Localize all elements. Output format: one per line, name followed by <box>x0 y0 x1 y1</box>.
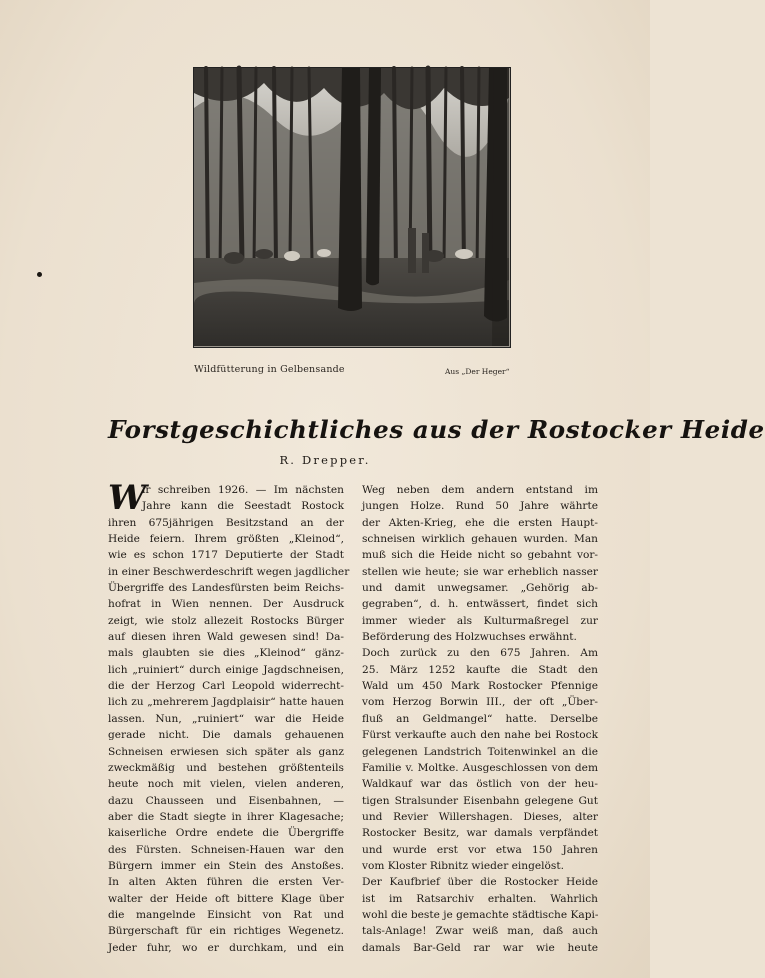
text-line: des Fürsten. Schneisen-Hauen war den <box>108 843 344 856</box>
text-line: gegraben“, d. h. entwässert, findet sich <box>362 598 598 611</box>
article-author: R. Drepper. <box>279 453 371 467</box>
text-line: zeigt, wie stolz allezeit Rostocks Bürger <box>108 614 344 627</box>
text-line: lich zu „mehrerem Jagdplaisir“ hatte hauen <box>108 696 344 709</box>
text-line: Doch zurück zu den 675 Jahren. Am <box>362 647 598 660</box>
text-line: Der Kaufbrief über die Rostocker Heide <box>362 876 598 889</box>
text-line: wie es schon 1717 Deputierte der Stadt <box>108 549 344 562</box>
text-line: Jeder fuhr, wo er durchkam, und ein <box>108 941 344 954</box>
photo-credit: Aus „Der Heger“ <box>445 367 510 376</box>
text-line: Jahre kann die Seestadt Rostock <box>142 500 344 513</box>
text-line: muß sich die Heide nicht so gebahnt vor- <box>362 549 598 562</box>
text-line: und wurde erst vor etwa 150 Jahren <box>362 843 598 856</box>
text-line: gelegenen Landstrich Toitenwinkel an die <box>362 745 598 758</box>
text-line: Bürgerschaft für ein richtiges Wegenetz. <box>108 925 344 938</box>
text-line: jungen Holze. Rund 50 Jahre währte <box>362 500 598 513</box>
text-line: auf diesen ihren Wald gewesen sind! Da- <box>108 631 344 644</box>
text-line: tigen Stralsunder Eisenbahn gelegene Gut <box>362 794 598 807</box>
text-line: dazu Chausseen und Eisenbahnen, — <box>108 794 344 807</box>
text-line: und damit unwegsamer. „Gehörig ab- <box>362 582 598 595</box>
text-line: hofrat in Wien nennen. Der Ausdruck <box>108 598 344 611</box>
text-line: fluß an Geldmangel“ hatte. Derselbe <box>362 712 598 725</box>
text-line: die mangelnde Einsicht von Rat und <box>108 908 344 921</box>
text-line: Wald um 450 Mark Rostocker Pfennige <box>362 680 598 693</box>
text-line: die der Herzog Carl Leopold widerrecht- <box>108 680 344 693</box>
text-column-right <box>362 482 598 956</box>
text-line: Bürgern immer ein Stein des Anstoßes. <box>108 859 344 872</box>
text-line: schneisen wirklich gehauen wurden. Man <box>362 533 598 546</box>
text-line: Familie v. Moltke. Ausgeschlossen von dem <box>362 761 598 774</box>
text-line: stellen wie heute; sie war erheblich nasser <box>362 565 598 578</box>
text-line: ihren 675jährigen Besitzstand an der <box>108 516 344 529</box>
text-line: Übergriffe des Landesfürsten beim Reichs- <box>108 582 344 595</box>
text-line: tals-Anlage! Zwar weiß man, daß auch <box>362 925 598 938</box>
text-line: heute noch mit vielen, vielen anderen, <box>108 778 344 791</box>
text-line: lassen. Nun, „ruiniert“ war die Heide <box>108 712 344 725</box>
text-line: 25. März 1252 kaufte die Stadt den <box>362 663 598 676</box>
text-line: ist im Ratsarchiv erhalten. Wahrlich <box>362 892 598 905</box>
text-line: Schneisen erwiesen sich später als ganz <box>108 745 344 758</box>
forest-photo-illustration <box>194 68 509 346</box>
text-line: mals glaubten sie dies „Kleinod“ gänz- <box>108 647 344 660</box>
text-line: walter der Heide oft bittere Klage über <box>108 892 344 905</box>
drop-cap: W <box>108 478 147 518</box>
text-line: der Akten-Krieg, ehe die ersten Haupt- <box>362 516 598 529</box>
text-line: zweckmäßig und bestehen größtenteils <box>108 761 344 774</box>
text-line: vom Kloster Ribnitz wieder eingelöst. <box>362 859 564 872</box>
text-line: Weg neben dem andern entstand im <box>362 484 598 496</box>
text-line: lich „ruiniert“ durch einige Jagdschneisen, <box>108 663 344 676</box>
text-line: In alten Akten führen die ersten Ver- <box>108 876 344 889</box>
text-line: Beförderung des Holzwuchses erwähnt. <box>362 631 577 644</box>
photo-caption: Wildfütterung in Gelbensande <box>194 364 345 375</box>
text-line: immer wieder als Kulturmaßregel zur <box>362 614 598 627</box>
text-line: wohl die beste je gemachte städtische Kapi- <box>362 908 599 921</box>
text-line: vom Herzog Borwin III., der oft „Über- <box>362 696 598 709</box>
text-line: kaiserliche Ordre endete die Übergriffe <box>108 827 344 840</box>
text-line: in einer Beschwerdeschrift wegen jagdlicher <box>108 565 350 578</box>
text-line: gerade nicht. Die damals gehauenen <box>108 729 344 742</box>
forest-photograph <box>193 67 511 348</box>
text-line: und Revier Willershagen. Dieses, alter <box>362 810 598 823</box>
text-line: damals Bar-Geld rar war wie heute <box>362 941 598 954</box>
text-line: Heide feiern. Ihrem größten „Kleinod“, <box>108 533 344 546</box>
text-line: aber die Stadt siegte in ihrer Klagesache; <box>108 810 344 823</box>
text-line: ir schreiben 1926. — Im nächsten <box>142 484 344 496</box>
text-column-left <box>108 478 350 956</box>
text-line: Rostocker Besitz, war damals verpfändet <box>362 827 598 840</box>
text-line: Waldkauf war das östlich von der heu- <box>362 778 598 791</box>
binding-hole-mark <box>37 272 42 277</box>
article-title: Forstgeschichtliches aus der Rostocker Heide <box>108 415 765 444</box>
text-line: Fürst verkaufte auch den nahe bei Rostock <box>362 729 598 742</box>
